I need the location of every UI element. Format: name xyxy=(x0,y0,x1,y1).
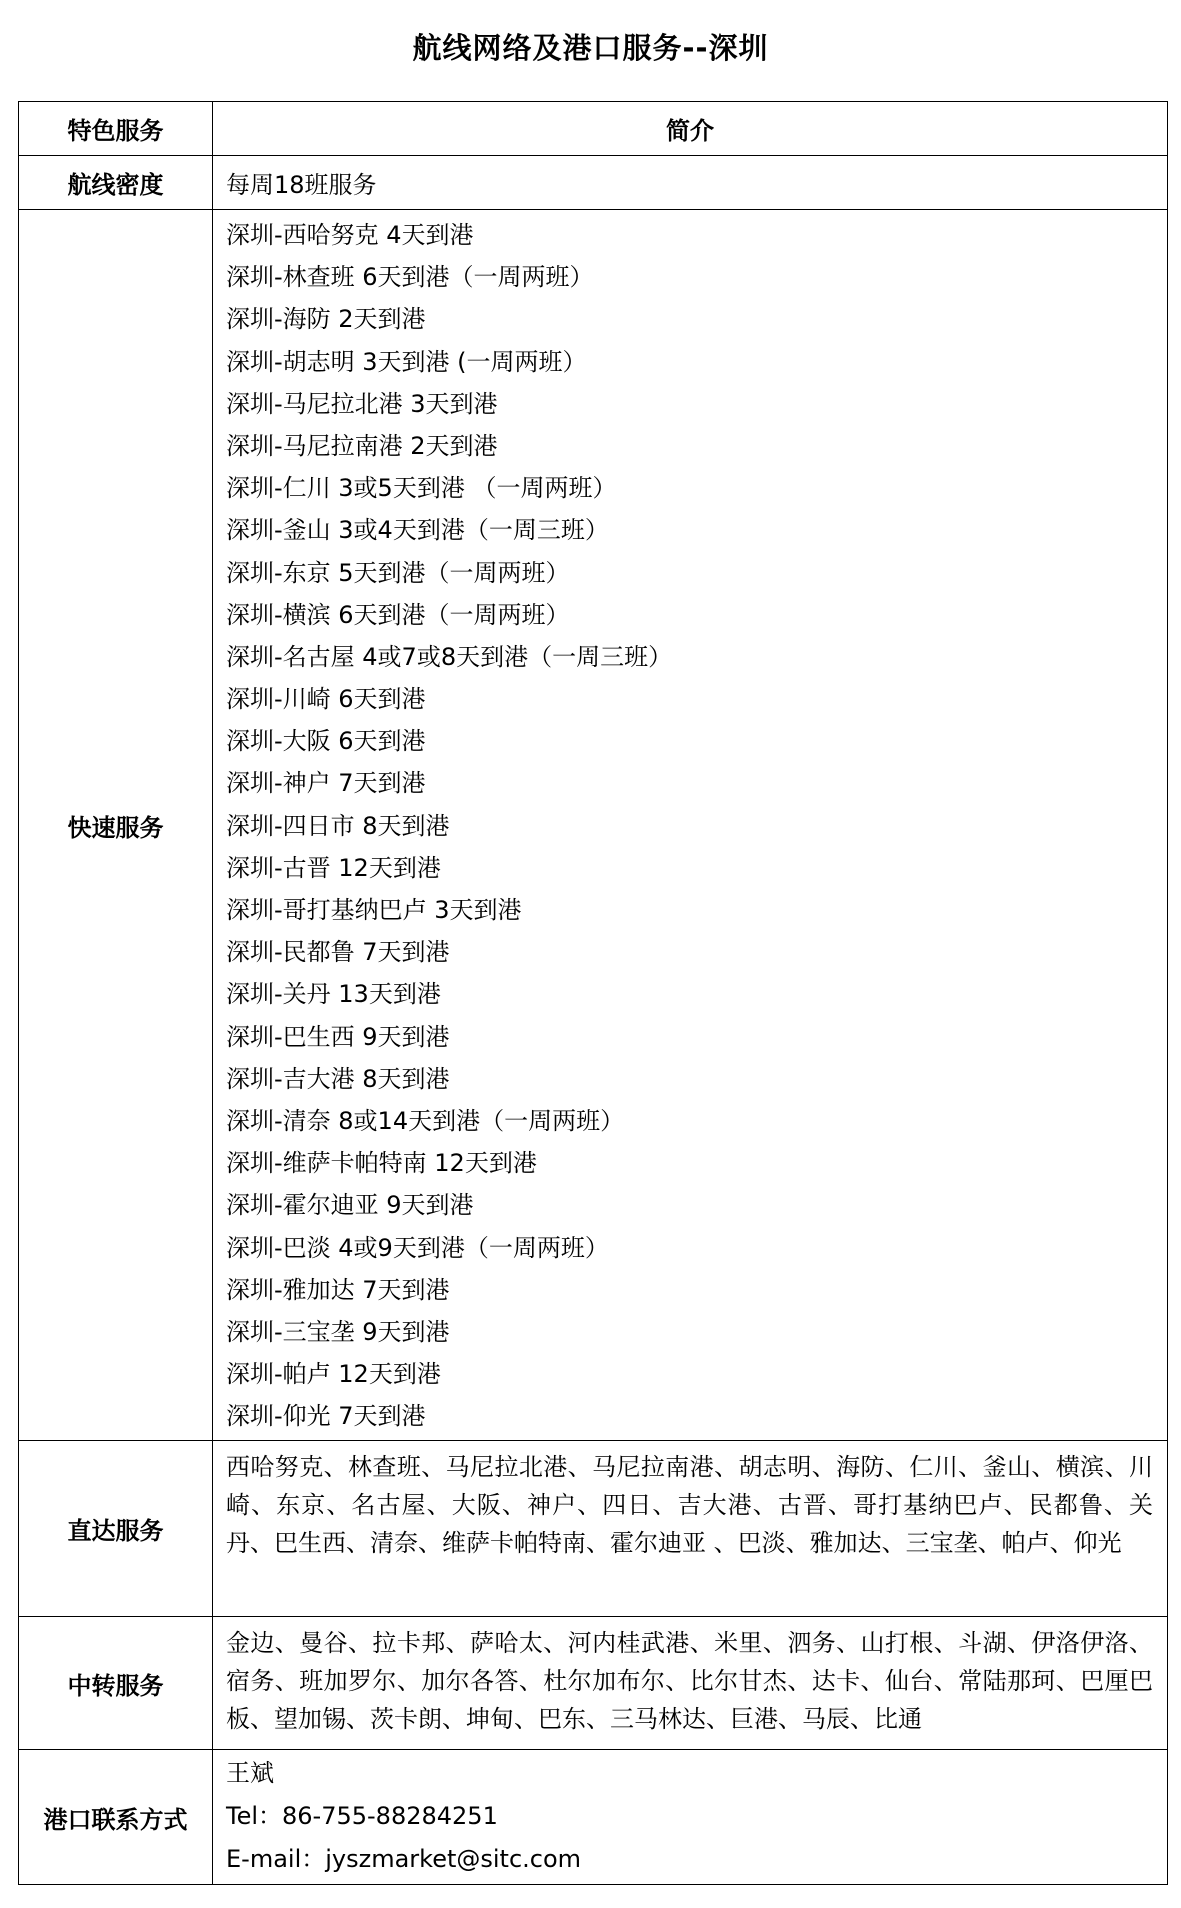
list-item: 深圳-霍尔迪亚 9天到港 xyxy=(226,1191,474,1220)
header-summary: 简介 xyxy=(213,102,1168,156)
table-row-direct xyxy=(19,1441,1168,1617)
list-item: 深圳-维萨卡帕特南 12天到港 xyxy=(226,1149,537,1178)
list-item: 深圳-马尼拉北港 3天到港 xyxy=(226,389,498,418)
list-item: 深圳-横滨 6天到港（一周两班） xyxy=(226,600,570,629)
direct-ports-text: 西哈努克、林查班、马尼拉北港、马尼拉南港、胡志明、海防、仁川、釜山、横滨、川崎、东京、名古屋、大阪、神户、四日、吉大港、古晋、哥打基纳巴卢、民都鲁、关丹、巴生西、清奈、维萨卡帕特南、霍尔迪亚 、巴淡、雅加达、三宝垄、帕卢、仰光 xyxy=(226,1453,1153,1558)
row-label-express: 快速服务 xyxy=(19,210,213,1441)
list-item: 深圳-三宝垄 9天到港 xyxy=(226,1317,450,1346)
table-header-row xyxy=(19,102,1168,156)
list-item: 深圳-仁川 3或5天到港 （一周两班） xyxy=(226,474,617,503)
density-text: 每周18班服务 xyxy=(213,156,1168,210)
list-item: 深圳-釜山 3或4天到港（一周三班） xyxy=(226,516,609,545)
list-item: 深圳-吉大港 8天到港 xyxy=(226,1064,450,1093)
list-item: 深圳-巴淡 4或9天到港（一周两班） xyxy=(226,1233,609,1262)
list-item: 深圳-巴生西 9天到港 xyxy=(226,1022,450,1051)
list-item: 深圳-关丹 13天到港 xyxy=(226,980,441,1009)
header-feature: 特色服务 xyxy=(19,102,213,156)
page-title: 航线网络及港口服务--深圳 xyxy=(412,31,769,65)
list-item: 深圳-林查班 6天到港（一周两班） xyxy=(226,263,594,292)
list-item: 深圳-雅加达 7天到港 xyxy=(226,1275,450,1304)
row-label-contact: 港口联系方式 xyxy=(19,1750,213,1885)
transfer-cell xyxy=(213,1617,1168,1750)
list-item: 深圳-民都鲁 7天到港 xyxy=(226,938,450,967)
row-label-direct: 直达服务 xyxy=(19,1441,213,1617)
transfer-ports-text: 金边、曼谷、拉卡邦、萨哈太、河内桂武港、米里、泗务、山打根、斗湖、伊洛伊洛、宿务、班加罗尔、加尔各答、杜尔加布尔、比尔甘杰、达卡、仙台、常陆那珂、巴厘巴板、望加锡、茨卡朗、坤甸、巴东、三马林达、巨港、马辰、比通 xyxy=(226,1629,1153,1734)
contact-email[interactable]: E-mail：jyszmarket@sitc.com xyxy=(226,1845,582,1874)
list-item: 深圳-马尼拉南港 2天到港 xyxy=(226,431,498,460)
list-item: 深圳-西哈努克 4天到港 xyxy=(226,221,474,249)
list-item: 深圳-名古屋 4或7或8天到港（一周三班） xyxy=(226,642,673,671)
list-item: 深圳-清奈 8或14天到港（一周两班） xyxy=(226,1106,625,1135)
row-label-density: 航线密度 xyxy=(19,156,213,210)
contact-tel: Tel：86-755-88284251 xyxy=(226,1802,498,1831)
row-label-transfer: 中转服务 xyxy=(19,1617,213,1750)
list-item: 深圳-神户 7天到港 xyxy=(226,769,426,798)
list-item: 深圳-帕卢 12天到港 xyxy=(226,1360,441,1389)
table-row-density xyxy=(19,156,1168,210)
list-item: 深圳-胡志明 3天到港 (一周两班） xyxy=(226,347,587,376)
contact-name: 王斌 xyxy=(226,1759,274,1788)
express-list xyxy=(213,210,1168,1441)
list-item: 深圳-海防 2天到港 xyxy=(226,305,426,334)
list-item: 深圳-东京 5天到港（一周两班） xyxy=(226,558,570,587)
list-item: 深圳-大阪 6天到港 xyxy=(226,727,426,756)
list-item: 深圳-四日市 8天到港 xyxy=(226,811,450,840)
table-row-contact xyxy=(19,1750,1168,1885)
list-item: 深圳-仰光 7天到港 xyxy=(226,1402,426,1431)
contact-cell xyxy=(213,1750,1168,1885)
list-item: 深圳-古晋 12天到港 xyxy=(226,853,441,882)
table-row-express xyxy=(19,210,1168,1441)
direct-cell xyxy=(213,1441,1168,1617)
services-table xyxy=(18,101,1168,1885)
table-row-transfer xyxy=(19,1617,1168,1750)
list-item: 深圳-川崎 6天到港 xyxy=(226,685,426,714)
list-item: 深圳-哥打基纳巴卢 3天到港 xyxy=(226,896,522,924)
